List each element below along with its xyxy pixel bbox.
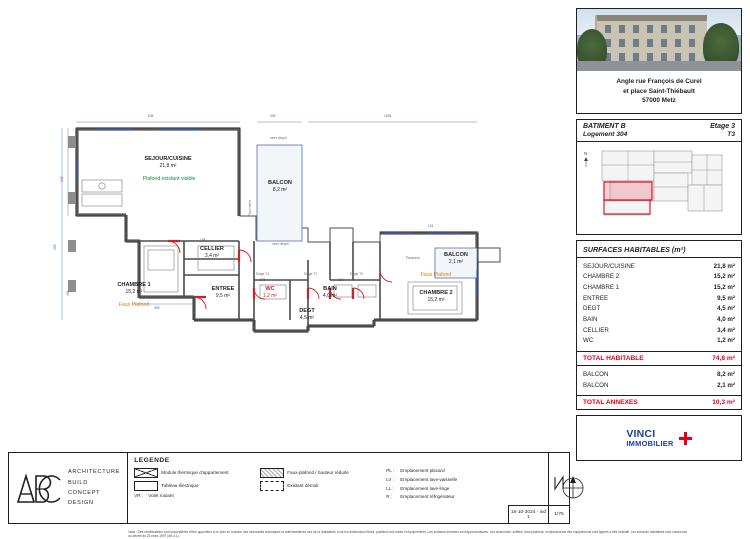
architect-logo bbox=[9, 453, 128, 523]
building-label: BATIMENT B bbox=[583, 122, 626, 130]
legend-column-1 bbox=[134, 468, 260, 503]
room-label-cellier: CELLIER 3,4 m² bbox=[200, 246, 224, 259]
legend-item: PL : Emplacement placard bbox=[386, 468, 445, 473]
title-stamp bbox=[508, 505, 570, 524]
tag-verre-depoli-1: verre dépoli bbox=[270, 136, 287, 140]
surface-row: WC 1,2 m² bbox=[583, 337, 735, 345]
key-plan bbox=[577, 142, 741, 234]
room-note-sejour: Plafond existant visible bbox=[142, 176, 196, 182]
surface-row: DEGT 4,5 m² bbox=[583, 305, 735, 313]
legend-note: Nota : Des modifications sont susceptibles d'être apportées à ce plan en fonction des nécessités techniques et administratives lors de la réalisation, pour les dimensions fibrés, positions des baies et équipements. Les surfaces données sont approximatives. Les cloisonnés, soffites, faux-plafonds, emplacements des équipements sont figurés à titre indicatif. Les surfaces habitables sont conformes au décret du 23 mars 1997 (Art.4.1). bbox=[128, 529, 688, 539]
key-plan-drawing bbox=[580, 145, 738, 225]
room-label-wc: WC 1,2 m² bbox=[262, 286, 278, 299]
room-label-chambre1: CHAMBRE 1 15,2 m² bbox=[117, 282, 151, 295]
room-label-balcon-2: BALCON 2,1 m² bbox=[444, 252, 468, 265]
volet-roulant-abbr: VR : bbox=[134, 493, 144, 499]
annex-row: BALCON 8,2 m² bbox=[583, 371, 735, 379]
tag-paroi-vitree: Paroi vitrée bbox=[248, 199, 252, 216]
annex-rows bbox=[577, 366, 741, 395]
surface-row: ENTREE 9,5 m² bbox=[583, 294, 735, 302]
dim-inner-4: 222 bbox=[338, 278, 344, 282]
dim-left-1: 240 bbox=[60, 176, 64, 182]
legend-item: R : Emplacement réfrigérateur bbox=[386, 494, 455, 500]
abc-logo-icon bbox=[16, 468, 62, 508]
building-photo bbox=[577, 9, 741, 71]
tag-etage-t4: Etage T4 bbox=[256, 272, 269, 276]
dim-left-2: 325 bbox=[53, 244, 57, 250]
room-label-degt: DEGT 4,5 m² bbox=[299, 308, 315, 321]
legend-item: Existant démoli bbox=[260, 481, 380, 491]
dim-left-3: 404 bbox=[66, 290, 70, 296]
faux-plafond-icon bbox=[260, 468, 284, 478]
surfaces-panel bbox=[576, 240, 742, 411]
photo-panel bbox=[576, 8, 742, 114]
room-label-sejour: SEJOUR/CUISINE 21,8 m² bbox=[144, 156, 192, 169]
surfaces-rows bbox=[577, 258, 741, 351]
type-label: T3 bbox=[727, 130, 735, 138]
legend-item: LV : Emplacement lave-vaisselle bbox=[386, 476, 458, 482]
architect-text: ARCHITECTURE BUILD CONCEPT DESIGN bbox=[68, 469, 121, 507]
room-label-chambre2: CHAMBRE 2 15,2 m² bbox=[419, 290, 453, 303]
floor-plan bbox=[8, 114, 568, 450]
legend-title: LEGENDE bbox=[134, 457, 170, 464]
room-note-chambre1: Faux Plafond bbox=[118, 302, 150, 308]
vinci-text: VINCI IMMOBILIER bbox=[626, 428, 674, 449]
vinci-logo bbox=[577, 416, 741, 460]
surface-row: BAIN 4,0 m² bbox=[583, 316, 735, 324]
tag-etage-t5: Etage T5 bbox=[350, 272, 363, 276]
total-habitable-row: TOTAL HABITABLE 74,8 m² bbox=[583, 355, 735, 363]
dim-inner-1: 393 bbox=[154, 306, 160, 310]
room-label-entree: ENTREE 9,5 m² bbox=[211, 286, 235, 299]
dim-top-3: 1025 bbox=[384, 114, 392, 118]
legend-item: VR : Volet roulant bbox=[134, 493, 174, 499]
right-column bbox=[576, 8, 742, 466]
promoter-panel bbox=[576, 415, 742, 461]
tag-verre-depoli-2: verre dépoli bbox=[272, 242, 289, 246]
legend-item: Faux-plafond / hauteur réduite bbox=[260, 468, 380, 478]
svg-text:N: N bbox=[584, 150, 588, 156]
surface-row: SEJOUR/CUISINE 21,8 m² bbox=[583, 262, 735, 270]
plan-drawing bbox=[8, 120, 568, 450]
room-label-bain: BAIN 4,0 m² bbox=[322, 286, 338, 299]
lot-label: Logement 304 bbox=[583, 130, 628, 138]
north-arrow-icon bbox=[549, 471, 589, 505]
room-label-balcon-1: BALCON 8,2 m² bbox=[268, 180, 292, 193]
floor-label: Etage 3 bbox=[710, 122, 735, 130]
project-address: Angle rue François de Curel et place Saint-Thiébault 57000 Metz bbox=[616, 78, 702, 105]
dim-inner-5: 115 bbox=[428, 224, 434, 228]
stamp-date: 16-10-2024 - ind 1 bbox=[509, 510, 549, 520]
legend-item: Module thermique d'appartement bbox=[134, 468, 254, 478]
existant-demoli-icon bbox=[260, 481, 284, 491]
module-thermique-icon bbox=[134, 468, 158, 478]
dim-top-1: 634 bbox=[148, 114, 154, 118]
dim-inner-2: 198 bbox=[200, 238, 206, 242]
lot-identification-panel bbox=[576, 119, 742, 235]
legend-column-2 bbox=[260, 468, 386, 503]
total-annexes-row: TOTAL ANNEXES 10,3 m² bbox=[583, 399, 735, 407]
dim-top-2: 305 bbox=[270, 114, 276, 118]
legend-item: Tableau électrique bbox=[134, 481, 254, 491]
surface-row: CELLIER 3,4 m² bbox=[583, 326, 735, 334]
tag-etage-t3: Etage T3 bbox=[304, 272, 317, 276]
surfaces-title: SURFACES HABITABLES (m²) bbox=[583, 244, 686, 254]
tag-pacarana: Pacarana bbox=[406, 256, 420, 260]
vinci-cross-icon bbox=[679, 432, 692, 445]
legend-panel bbox=[8, 452, 688, 539]
dim-inner-3: 236 bbox=[260, 278, 266, 282]
annex-row: BALCON 2,1 m² bbox=[583, 381, 735, 389]
surface-row: CHAMBRE 2 15,2 m² bbox=[583, 273, 735, 281]
room-note-chambre2: Faux Plafond bbox=[420, 272, 452, 278]
stamp-scale: 1/75 bbox=[554, 512, 564, 517]
legend-column-3 bbox=[386, 468, 542, 503]
legend-item: LL : Emplacement lave-linge bbox=[386, 485, 450, 491]
tableau-electrique-icon bbox=[134, 481, 158, 491]
surface-row: CHAMBRE 1 15,2 m² bbox=[583, 284, 735, 292]
